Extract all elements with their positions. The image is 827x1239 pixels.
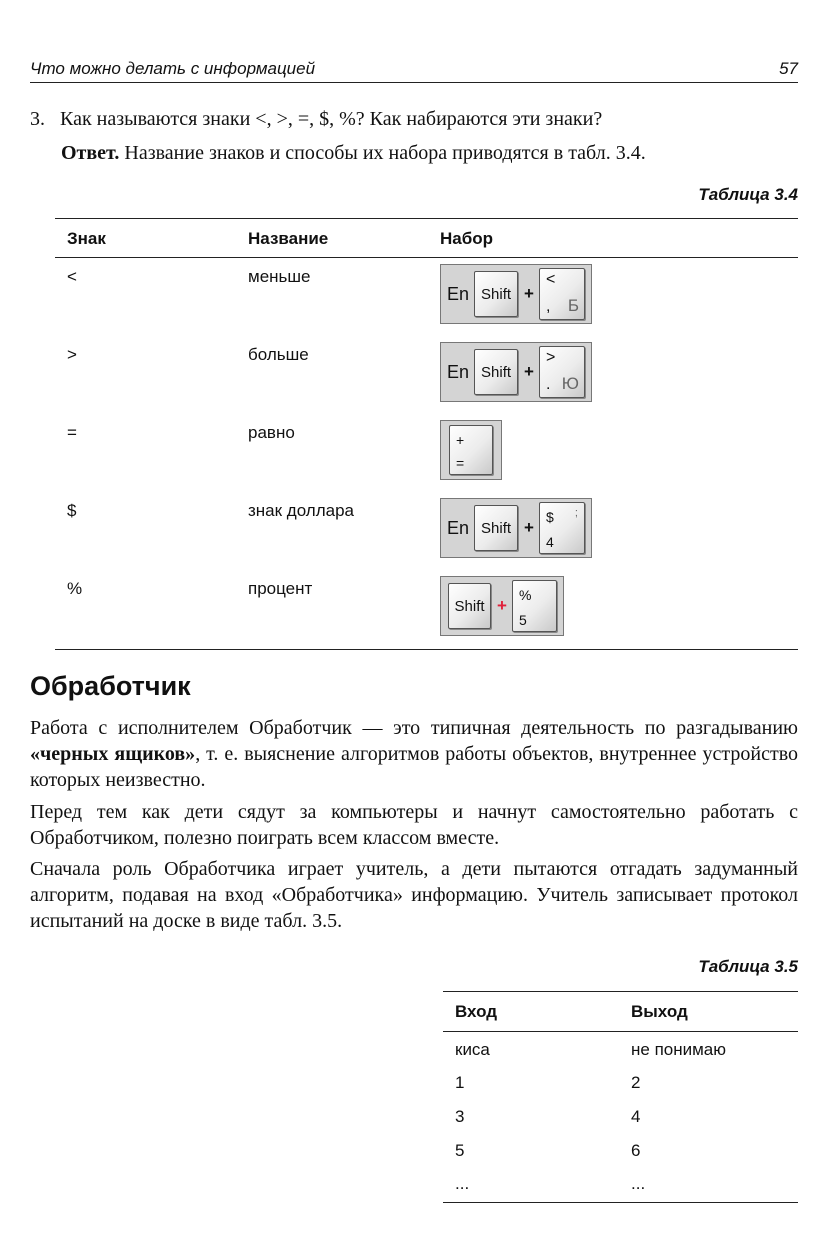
paragraph — [30, 715, 798, 793]
key-bottom-glyph: . — [545, 376, 551, 393]
input-cell: киса — [455, 1040, 490, 1059]
table-row — [55, 493, 798, 571]
plus-sign: + — [524, 362, 534, 381]
key-top-glyph: % — [518, 587, 532, 603]
output-cell: 2 — [631, 1073, 641, 1092]
table-3-5 — [443, 991, 798, 1203]
question-number: 3. — [30, 108, 45, 130]
paragraph-text: Работа с исполнителем Обработчик — это типичная деятельность по разгадыванию — [30, 717, 798, 739]
question-text: Как называются знаки <, >, =, $, %? Как набираются эти знаки? — [60, 108, 603, 130]
en-layout-label: En — [447, 283, 470, 304]
en-layout-label: En — [447, 361, 470, 382]
answer — [61, 142, 801, 165]
key-combo — [440, 576, 564, 636]
paragraph-text: , т. е. выяснение алгоритмов работы объектов, внутреннее устройство которых неизвестно. — [30, 743, 799, 791]
name-cell: знак доллара — [248, 501, 355, 520]
table-header — [55, 219, 798, 258]
header-output: Выход — [631, 1002, 688, 1021]
sign-cell: > — [67, 345, 77, 364]
input-cell: 3 — [455, 1107, 465, 1126]
table-header — [443, 992, 798, 1032]
table-3-4-caption: Таблица 3.4 — [698, 185, 798, 204]
key-cyrillic-glyph: Б — [567, 296, 579, 315]
key-bottom-glyph: 5 — [518, 612, 527, 628]
plus-sign: + — [524, 518, 534, 537]
page-number: 57 — [779, 59, 798, 78]
key-combo — [440, 498, 592, 558]
key-top-glyph: > — [545, 349, 556, 366]
name-cell: меньше — [248, 267, 311, 286]
equals-key — [449, 425, 493, 475]
key-top-glyph: < — [545, 271, 556, 288]
table-row — [55, 337, 798, 415]
digit-5-key — [512, 580, 557, 632]
key-combo — [440, 420, 502, 480]
table-row — [55, 571, 798, 649]
table-row — [443, 1174, 798, 1204]
table-row — [443, 1107, 798, 1137]
table-row — [55, 415, 798, 493]
bold-term: «черных ящиков» — [30, 743, 196, 765]
table-row — [443, 1073, 798, 1103]
question-3 — [30, 108, 800, 131]
sign-cell: % — [67, 579, 83, 598]
table-row — [443, 1141, 798, 1171]
key-combo — [440, 264, 592, 324]
key-combo — [440, 342, 592, 402]
header-title: Что можно делать с информацией — [30, 59, 316, 78]
shift-key: Shift — [448, 583, 491, 629]
key-top-glyph: + — [456, 432, 465, 448]
header-name: Название — [248, 229, 329, 248]
input-cell: 5 — [455, 1141, 465, 1160]
output-cell: 6 — [631, 1141, 641, 1160]
input-cell: 1 — [455, 1073, 465, 1092]
paragraph: Перед тем как дети сядут за компьютеры и начнут самостоятельно работать с Обработчиком, полезно поиграть всем классом вместе. — [30, 801, 798, 849]
shift-key: Shift — [474, 271, 518, 317]
table-row — [443, 1040, 798, 1070]
input-cell: ... — [455, 1174, 470, 1193]
plus-sign: + — [497, 596, 507, 615]
table-3-5-caption: Таблица 3.5 — [698, 957, 798, 976]
shift-key: Shift — [474, 505, 518, 551]
key-bottom-glyph: , — [545, 298, 551, 315]
key-cyrillic-glyph: Ю — [561, 374, 579, 393]
sign-cell: $ — [67, 501, 77, 520]
key-bottom-glyph: 4 — [545, 534, 554, 550]
section-heading: Обработчик — [30, 671, 191, 701]
comma-key — [539, 268, 585, 320]
sign-cell: < — [67, 267, 77, 286]
shift-key: Shift — [474, 349, 518, 395]
name-cell: процент — [248, 579, 313, 598]
en-layout-label: En — [447, 517, 470, 538]
sign-cell: = — [67, 423, 77, 442]
table-row — [55, 259, 798, 337]
name-cell: больше — [248, 345, 309, 364]
key-cyrillic-glyph: ; — [574, 507, 578, 519]
header-input: Вход — [455, 1002, 498, 1021]
output-cell: не понимаю — [631, 1040, 727, 1059]
key-bottom-glyph: = — [456, 455, 465, 471]
key-top-glyph: $ — [545, 509, 554, 525]
name-cell: равно — [248, 423, 295, 442]
header-sign: Знак — [67, 229, 106, 248]
answer-text: Название знаков и способы их набора приводятся в табл. 3.4. — [124, 142, 646, 164]
running-header — [30, 58, 798, 83]
answer-label: Ответ. — [61, 142, 120, 164]
table-3-4 — [55, 218, 798, 650]
plus-sign: + — [524, 284, 534, 303]
header-typing: Набор — [440, 229, 494, 248]
digit-4-key — [539, 502, 585, 554]
period-key — [539, 346, 585, 398]
output-cell: 4 — [631, 1107, 641, 1126]
paragraph: Сначала роль Обработчика играет учитель, а дети пытаются отгадать задуманный алгоритм, подавая на вход «Обработчика» информацию. Учитель записывает протокол испытаний на доске в виде табл. 3.5. — [30, 858, 798, 932]
output-cell: ... — [631, 1174, 646, 1193]
